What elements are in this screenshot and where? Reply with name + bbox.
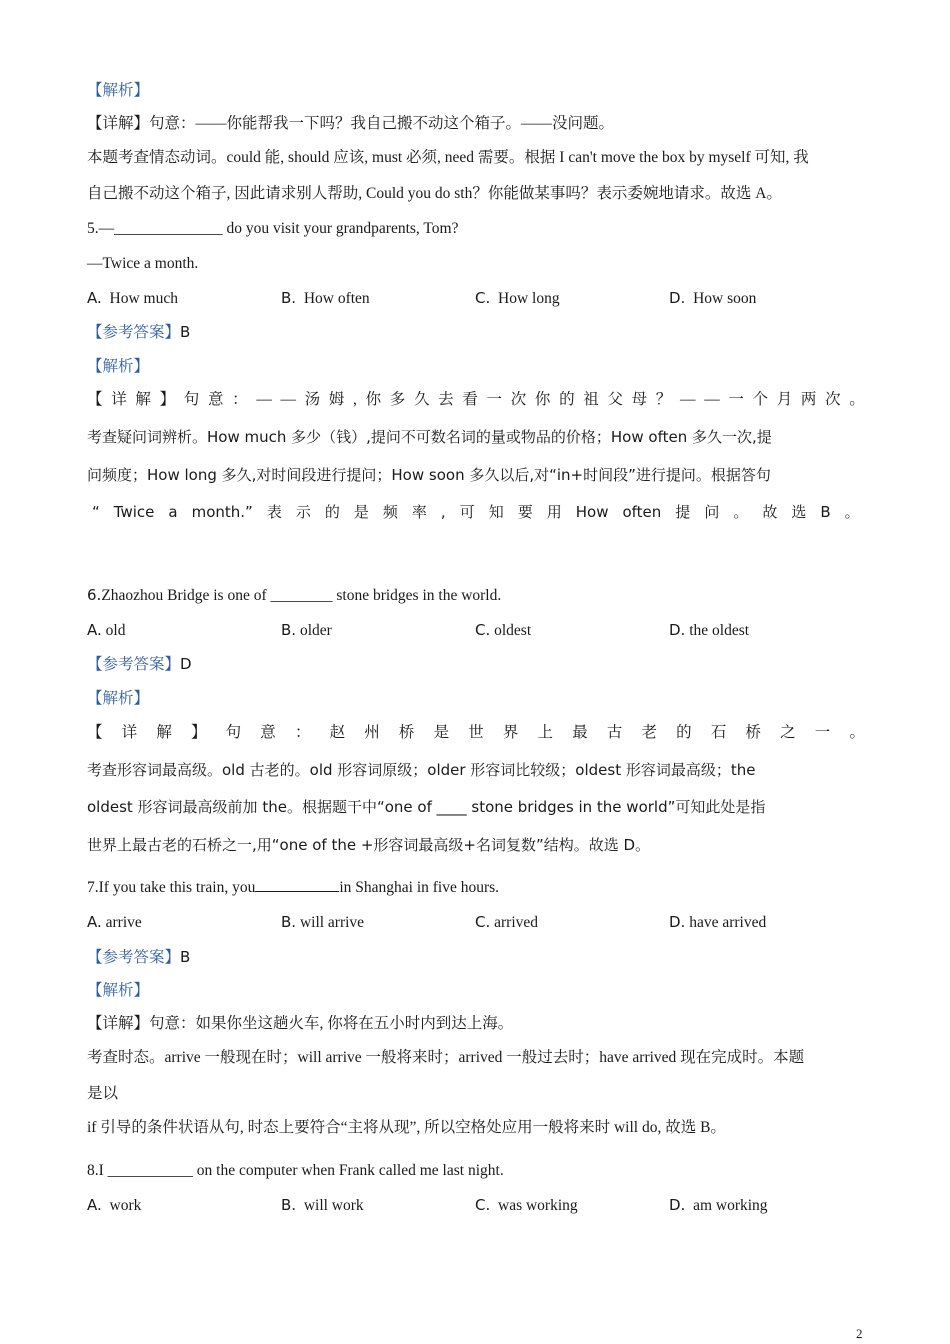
spread-token: 多 bbox=[389, 391, 406, 408]
spread-token: — bbox=[280, 391, 296, 408]
spread-token: 意 bbox=[260, 724, 276, 741]
question-stem: 8.I ___________ on the computer when Frank called me last night. bbox=[87, 1162, 504, 1179]
spread-token: 率 bbox=[411, 503, 427, 521]
spread-token: month.” bbox=[191, 503, 253, 521]
explanation-line: 本题考查情态动词。could 能, should 应该, must 必须, need 需要。根据 I can't move the box by myself 可知, 我 bbox=[87, 149, 809, 166]
spread-token: 意 bbox=[207, 391, 224, 408]
analysis-heading: 【解析】 bbox=[87, 358, 150, 375]
spread-token: 】 bbox=[190, 724, 207, 741]
option-d: D. the oldest bbox=[669, 621, 750, 639]
explanation-line: 考查形容词最高级。old 古老的。old 形容词原级；older 形容词比较级；oldest 形容词最高级；the bbox=[87, 761, 756, 779]
spread-token: ？ bbox=[655, 391, 672, 408]
answer-line: 【参考答案】B bbox=[87, 948, 191, 966]
spread-token: 的 bbox=[559, 391, 575, 408]
option-a: A. old bbox=[87, 621, 126, 639]
option-row bbox=[87, 1195, 865, 1215]
spread-token: 。 bbox=[849, 724, 865, 741]
spread-token: 母 bbox=[631, 391, 648, 408]
answer-line: 【参考答案】B bbox=[87, 323, 191, 341]
spread-token: a bbox=[168, 503, 178, 521]
spread-token: 提 bbox=[675, 503, 691, 521]
spread-token: 一 bbox=[728, 391, 744, 408]
option-b: B. How often bbox=[281, 289, 370, 307]
spread-token: 汤 bbox=[304, 391, 321, 408]
option-b: B. will arrive bbox=[281, 913, 365, 931]
answer-line: 【参考答案】D bbox=[87, 655, 192, 673]
spread-token: 看 bbox=[462, 391, 478, 408]
explanation-line: 世界上最古老的石桥之一,用“one of the +形容词最高级+名词复数”结构。故选 D。 bbox=[87, 836, 651, 854]
detail-text: 【详解】句意：——你能帮我一下吗？我自己搬不动这个箱子。——没问题。 bbox=[87, 115, 615, 132]
spread-token: 桥 bbox=[398, 724, 415, 741]
spread-token: 久 bbox=[413, 391, 430, 408]
spread-token: 古 bbox=[606, 724, 623, 741]
spread-token: 最 bbox=[572, 724, 588, 741]
explanation-line: oldest 形容词最高级前加 the。根据题干中“one of ____ stone bridges in the world”可知此处是指 bbox=[87, 798, 766, 816]
explanation-spread bbox=[92, 502, 860, 522]
spread-token: — bbox=[680, 391, 696, 408]
spread-token: 解 bbox=[135, 391, 151, 408]
spread-token: How bbox=[575, 503, 609, 521]
spread-token: — bbox=[256, 391, 272, 408]
spread-token: 次 bbox=[510, 391, 527, 408]
spread-token: , bbox=[353, 391, 357, 408]
option-d: D. have arrived bbox=[669, 913, 767, 931]
spread-token: 是 bbox=[353, 503, 369, 521]
spread-token: 祖 bbox=[583, 391, 599, 408]
spread-token: 。 bbox=[849, 391, 865, 408]
analysis-heading: 【解析】 bbox=[87, 690, 150, 707]
question-reply: —Twice a month. bbox=[87, 255, 199, 272]
option-b: B. will work bbox=[281, 1196, 364, 1214]
spread-token: 详 bbox=[111, 391, 127, 408]
option-row bbox=[87, 620, 865, 640]
spread-token: 两 bbox=[800, 391, 817, 408]
spread-token: 一 bbox=[486, 391, 503, 408]
spread-token: ： bbox=[232, 391, 248, 408]
detail-text: 【详解】句意：如果你坐这趟火车, 你将在五小时内到达上海。 bbox=[87, 1015, 514, 1032]
spread-token: 月 bbox=[776, 391, 793, 408]
spread-token: often bbox=[622, 503, 662, 521]
explanation-line: if 引导的条件状语从句, 时态上要符合“主将从现”, 所以空格处应用一般将来时 will do, 故选 B。 bbox=[87, 1119, 726, 1136]
explanation-line: 自己搬不动这个箱子, 因此请求别人帮助, Could you do sth？你能做某事吗？表示委婉地请求。故选 A。 bbox=[87, 185, 782, 202]
spread-token: 。 bbox=[733, 503, 749, 521]
option-a: A. How much bbox=[87, 289, 178, 307]
spread-token: 故 bbox=[762, 503, 778, 521]
spread-token: 。 bbox=[844, 503, 860, 521]
spread-token: 示 bbox=[295, 503, 311, 521]
spread-token: 表 bbox=[266, 503, 282, 521]
option-a: A. arrive bbox=[87, 913, 142, 931]
detail-spread bbox=[87, 723, 865, 743]
explanation-line: 考查疑问词辨析。How much 多少（钱）,提问不可数名词的量或物品的价格；How often 多久一次,提 bbox=[87, 428, 772, 446]
option-row bbox=[87, 912, 865, 932]
spread-token: 姆 bbox=[328, 391, 345, 408]
spread-token: 老 bbox=[641, 724, 658, 741]
spread-token: 去 bbox=[438, 391, 454, 408]
spread-token: “ bbox=[92, 503, 100, 521]
spread-token: 要 bbox=[517, 503, 533, 521]
analysis-heading: 【解析】 bbox=[87, 82, 150, 99]
option-d: D. am working bbox=[669, 1196, 768, 1214]
spread-token: 详 bbox=[121, 724, 138, 741]
spread-token: Twice bbox=[113, 503, 155, 521]
option-a: A. work bbox=[87, 1196, 142, 1214]
spread-token: 解 bbox=[156, 724, 172, 741]
spread-token: 次 bbox=[825, 391, 841, 408]
spread-token: 州 bbox=[364, 724, 380, 741]
spread-token: 上 bbox=[537, 724, 554, 741]
spread-token: 频 bbox=[382, 503, 398, 521]
option-c: C. How long bbox=[475, 289, 560, 307]
explanation-line: 问频度；How long 多久,对时间段进行提问；How soon 多久以后,对“in+时间段”进行提问。根据答句 bbox=[87, 466, 771, 484]
spread-token: 是 bbox=[433, 724, 450, 741]
option-d: D. How soon bbox=[669, 289, 757, 307]
spread-token: 的 bbox=[676, 724, 692, 741]
spread-token: 选 bbox=[791, 503, 807, 521]
option-c: C. oldest bbox=[475, 621, 532, 639]
option-c: C. arrived bbox=[475, 913, 539, 931]
spread-token: 问 bbox=[704, 503, 720, 521]
spread-token: 】 bbox=[159, 391, 176, 408]
question-stem: 7.If you take this train, you in Shanghai in five hours. bbox=[87, 879, 500, 896]
spread-token: 可 bbox=[459, 503, 475, 521]
spread-token: 句 bbox=[225, 724, 242, 741]
spread-token: 【 bbox=[87, 391, 103, 408]
analysis-heading: 【解析】 bbox=[87, 982, 150, 999]
spread-token: B bbox=[820, 503, 831, 521]
spread-token: , bbox=[440, 503, 446, 521]
spread-token: 的 bbox=[324, 503, 340, 521]
spread-token: 一 bbox=[814, 724, 831, 741]
question-stem: 6.Zhaozhou Bridge is one of ________ stone bridges in the world. bbox=[87, 586, 502, 604]
detail-spread bbox=[87, 390, 865, 410]
spread-token: ： bbox=[294, 724, 311, 741]
spread-token: 知 bbox=[488, 503, 504, 521]
spread-token: 石 bbox=[710, 724, 727, 741]
option-b: B. older bbox=[281, 621, 332, 639]
answer-blank bbox=[255, 877, 339, 892]
option-c: C. was working bbox=[475, 1196, 578, 1214]
question-stem: 5.—______________ do you visit your grandparents, Tom? bbox=[87, 220, 459, 237]
spread-token: 桥 bbox=[745, 724, 761, 741]
explanation-line: 考查时态。arrive 一般现在时；will arrive 一般将来时；arrived 一般过去时；have arrived 现在完成时。本题 bbox=[87, 1049, 805, 1066]
option-row bbox=[87, 288, 865, 308]
spread-token: — bbox=[704, 391, 720, 408]
spread-token: 你 bbox=[534, 391, 551, 408]
spread-token: 父 bbox=[607, 391, 623, 408]
spread-token: 界 bbox=[502, 724, 519, 741]
page-number: 2 bbox=[856, 1326, 863, 1341]
spread-token: 【 bbox=[87, 724, 103, 741]
explanation-line: 是以 bbox=[87, 1085, 119, 1102]
spread-token: 句 bbox=[183, 391, 200, 408]
spread-token: 世 bbox=[468, 724, 484, 741]
spread-token: 赵 bbox=[329, 724, 346, 741]
spread-token: 用 bbox=[546, 503, 562, 521]
spread-token: 之 bbox=[780, 724, 796, 741]
spread-token: 个 bbox=[752, 391, 769, 408]
spread-token: 你 bbox=[365, 391, 382, 408]
